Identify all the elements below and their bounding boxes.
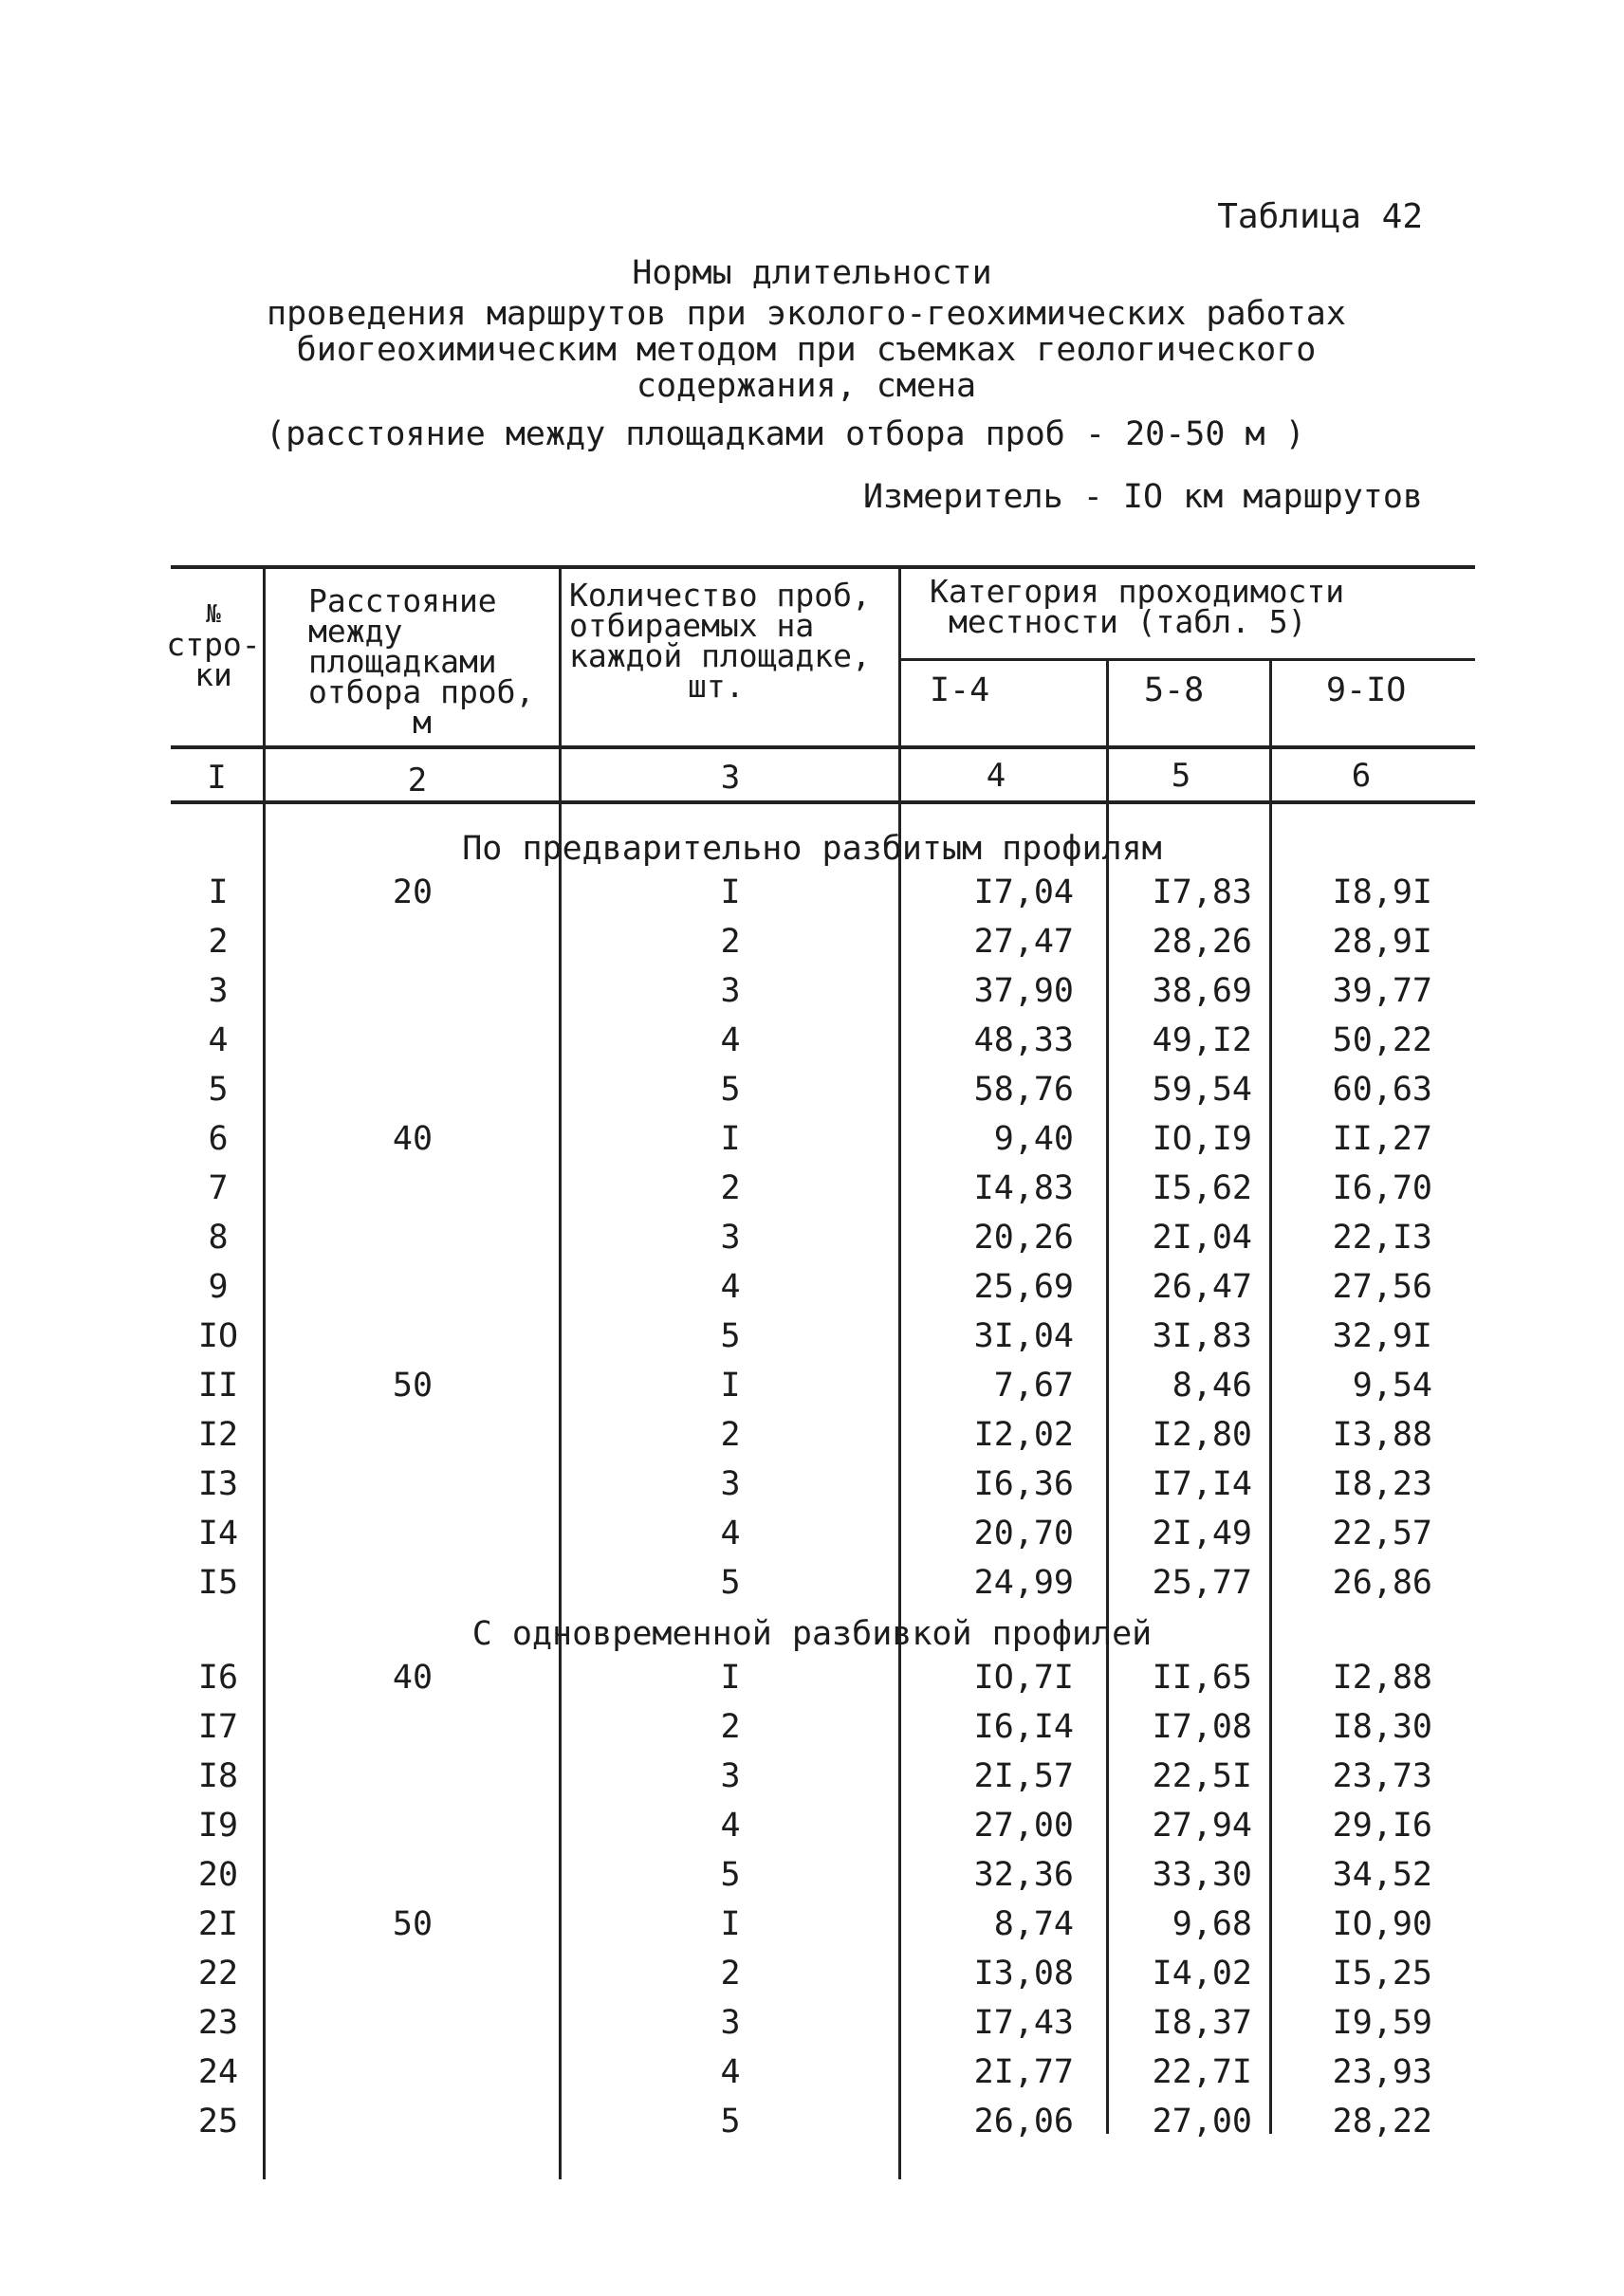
value-cat-9-10: 50,22 (1332, 1021, 1432, 1059)
count-cell: 2 (720, 1708, 741, 1746)
header-line: площадками (308, 643, 497, 680)
count-cell: 3 (720, 1757, 741, 1795)
value-cat-1-4: I4,83 (973, 1169, 1074, 1207)
value-cat-9-10: 32,9I (1332, 1317, 1432, 1355)
row-number-cell: 22 (197, 1955, 239, 1993)
subtitle-line: проведения маршрутов при эколого-геохимических работах (267, 295, 1346, 333)
value-cat-5-8: 2I,49 (1152, 1515, 1252, 1552)
header-line: Количество проб, (569, 577, 871, 614)
distance-cell: 40 (392, 1120, 434, 1158)
row-number-cell: 7 (208, 1169, 229, 1207)
header-line: местности (табл. 5) (949, 603, 1307, 640)
subtitle-line: биогеохимическим методом при съемках геологического (296, 331, 1317, 369)
section-title: По предварительно разбитым профилям (462, 830, 1162, 868)
value-cat-1-4: I6,I4 (973, 1708, 1074, 1746)
value-cat-9-10: I5,25 (1332, 1955, 1432, 1993)
header-sub-3: 9-IO (1326, 671, 1407, 709)
value-cat-9-10: 22,57 (1332, 1515, 1432, 1552)
value-cat-9-10: 29,I6 (1332, 1807, 1432, 1845)
count-cell: 4 (720, 2053, 741, 2091)
row-number-cell: I (208, 873, 229, 911)
header-sub-2: 5-8 (1144, 671, 1205, 709)
category-split-rule (901, 658, 1475, 661)
value-cat-9-10: II,27 (1332, 1120, 1432, 1158)
header-line: стро- (166, 626, 261, 663)
column-number: I (207, 759, 227, 797)
table-top-rule (171, 565, 1475, 569)
header-line: № (206, 600, 221, 629)
section-title: С одновременной разбивкой профилей (471, 1615, 1153, 1653)
count-cell: 2 (720, 1955, 741, 1993)
value-cat-1-4: 48,33 (973, 1021, 1074, 1059)
row-number-cell: 9 (208, 1268, 229, 1306)
value-cat-1-4: 37,90 (973, 972, 1074, 1010)
value-cat-9-10: 39,77 (1332, 972, 1432, 1010)
value-cat-1-4: I2,02 (973, 1416, 1074, 1454)
column-number: 2 (407, 762, 428, 799)
count-cell: 4 (720, 1515, 741, 1552)
value-cat-9-10: 27,56 (1332, 1268, 1432, 1306)
col-divider-5 (1269, 660, 1272, 2134)
count-cell: I (720, 873, 741, 911)
value-cat-1-4: IO,7I (973, 1659, 1074, 1697)
value-cat-5-8: 26,47 (1152, 1268, 1252, 1306)
value-cat-9-10: 28,9I (1332, 923, 1432, 961)
value-cat-1-4: 2I,57 (973, 1757, 1074, 1795)
value-cat-5-8: 25,77 (1152, 1564, 1252, 1602)
count-cell: 3 (720, 972, 741, 1010)
value-cat-1-4: 2I,77 (973, 2053, 1074, 2091)
value-cat-9-10: 28,22 (1332, 2103, 1432, 2140)
row-number-cell: II (197, 1367, 239, 1405)
value-cat-9-10: 9,54 (1352, 1367, 1432, 1405)
count-cell: I (720, 1367, 741, 1405)
row-number-cell: I5 (197, 1564, 239, 1602)
distance-cell: 40 (392, 1659, 434, 1697)
row-number-cell: I3 (197, 1465, 239, 1503)
value-cat-9-10: I2,88 (1332, 1659, 1432, 1697)
value-cat-5-8: 22,5I (1152, 1757, 1252, 1795)
value-cat-5-8: I5,62 (1152, 1169, 1252, 1207)
value-cat-5-8: I7,08 (1152, 1708, 1252, 1746)
row-number-cell: I2 (197, 1416, 239, 1454)
value-cat-5-8: I7,83 (1152, 873, 1252, 911)
value-cat-5-8: IO,I9 (1152, 1120, 1252, 1158)
value-cat-5-8: 3I,83 (1152, 1317, 1252, 1355)
value-cat-9-10: 26,86 (1332, 1564, 1432, 1602)
header-line: Расстояние (308, 582, 497, 619)
value-cat-5-8: I4,02 (1152, 1955, 1252, 1993)
value-cat-1-4: 26,06 (973, 2103, 1074, 2140)
distance-cell: 20 (392, 873, 434, 911)
header-line: м (413, 704, 432, 741)
value-cat-5-8: 22,7I (1152, 2053, 1252, 2091)
value-cat-5-8: I8,37 (1152, 2004, 1252, 2042)
row-number-cell: I4 (197, 1515, 239, 1552)
unit-line: Измеритель - IO км маршрутов (862, 478, 1423, 516)
count-cell: 4 (720, 1021, 741, 1059)
header-line: отбора проб, (308, 673, 535, 710)
count-cell: 3 (720, 1465, 741, 1503)
value-cat-1-4: 20,70 (973, 1515, 1074, 1552)
count-cell: 2 (720, 923, 741, 961)
table-title: Нормы длительности (632, 254, 992, 292)
distance-cell: 50 (392, 1367, 434, 1405)
value-cat-5-8: 28,26 (1152, 923, 1252, 961)
value-cat-5-8: I2,80 (1152, 1416, 1252, 1454)
col-divider-3 (898, 567, 901, 2179)
value-cat-5-8: I7,I4 (1152, 1465, 1252, 1503)
count-cell: I (720, 1659, 741, 1697)
column-number: 6 (1351, 757, 1372, 795)
header-row-no (166, 599, 261, 693)
row-number-cell: 20 (197, 1856, 239, 1894)
column-number: 4 (986, 757, 1006, 795)
row-number-cell: I7 (197, 1708, 239, 1746)
header-line: шт. (688, 668, 745, 705)
header-count (569, 577, 871, 705)
count-cell: 3 (720, 1219, 741, 1257)
row-number-cell: 6 (208, 1120, 229, 1158)
value-cat-1-4: 58,76 (973, 1071, 1074, 1109)
row-number-cell: 2 (208, 923, 229, 961)
value-cat-9-10: I3,88 (1332, 1416, 1432, 1454)
count-cell: 2 (720, 1416, 741, 1454)
row-number-cell: I8 (197, 1757, 239, 1795)
distance-cell: 50 (392, 1905, 434, 1943)
value-cat-1-4: 25,69 (973, 1268, 1074, 1306)
header-line: каждой площадке, (569, 637, 871, 674)
value-cat-1-4: 27,47 (973, 923, 1074, 961)
row-number-cell: 24 (197, 2053, 239, 2091)
column-number: 3 (720, 759, 741, 797)
row-number-cell: 5 (208, 1071, 229, 1109)
count-cell: 5 (720, 2103, 741, 2140)
count-cell: 2 (720, 1169, 741, 1207)
row-number-cell: 4 (208, 1021, 229, 1059)
value-cat-1-4: 9,40 (993, 1120, 1074, 1158)
value-cat-1-4: I7,04 (973, 873, 1074, 911)
value-cat-5-8: 27,00 (1152, 2103, 1252, 2140)
value-cat-5-8: 38,69 (1152, 972, 1252, 1010)
count-cell: I (720, 1120, 741, 1158)
value-cat-5-8: 27,94 (1152, 1807, 1252, 1845)
header-line: между (308, 613, 403, 650)
count-cell: 5 (720, 1071, 741, 1109)
value-cat-9-10: I9,59 (1332, 2004, 1432, 2042)
count-cell: I (720, 1905, 741, 1943)
value-cat-9-10: I8,30 (1332, 1708, 1432, 1746)
count-cell: 4 (720, 1807, 741, 1845)
value-cat-1-4: I3,08 (973, 1955, 1074, 1993)
value-cat-5-8: 9,68 (1172, 1905, 1252, 1943)
header-line: ки (194, 656, 232, 693)
value-cat-9-10: IO,90 (1332, 1905, 1432, 1943)
value-cat-1-4: 27,00 (973, 1807, 1074, 1845)
col-divider-2 (559, 567, 562, 2179)
row-number-cell: 2I (197, 1905, 239, 1943)
column-number: 5 (1171, 757, 1191, 795)
value-cat-9-10: 23,93 (1332, 2053, 1432, 2091)
count-cell: 3 (720, 2004, 741, 2042)
row-number-cell: 8 (208, 1219, 229, 1257)
subtitle-line: содержания, смена (636, 367, 977, 405)
count-cell: 5 (720, 1564, 741, 1602)
row-number-cell: I6 (197, 1659, 239, 1697)
header-bottom-rule (171, 745, 1475, 749)
table-subtitle (256, 296, 1356, 404)
count-cell: 5 (720, 1317, 741, 1355)
value-cat-9-10: I8,23 (1332, 1465, 1432, 1503)
row-number-cell: 25 (197, 2103, 239, 2140)
header-sub-1: I-4 (930, 671, 990, 709)
row-number-cell: I9 (197, 1807, 239, 1845)
value-cat-1-4: I6,36 (973, 1465, 1074, 1503)
value-cat-1-4: I7,43 (973, 2004, 1074, 2042)
value-cat-5-8: II,65 (1152, 1659, 1252, 1697)
row-number-cell: IO (197, 1317, 239, 1355)
header-distance (308, 582, 535, 741)
value-cat-9-10: 22,I3 (1332, 1219, 1432, 1257)
value-cat-1-4: 32,36 (973, 1856, 1074, 1894)
value-cat-5-8: 2I,04 (1152, 1219, 1252, 1257)
header-category (930, 573, 1345, 640)
value-cat-1-4: 7,67 (993, 1367, 1074, 1405)
colnum-bottom-rule (171, 800, 1475, 804)
value-cat-1-4: 20,26 (973, 1219, 1074, 1257)
value-cat-1-4: 3I,04 (973, 1317, 1074, 1355)
row-number-cell: 3 (208, 972, 229, 1010)
value-cat-5-8: 8,46 (1172, 1367, 1252, 1405)
value-cat-9-10: 60,63 (1332, 1071, 1432, 1109)
header-line: отбираемых на (569, 607, 815, 644)
value-cat-9-10: I6,70 (1332, 1169, 1432, 1207)
count-cell: 4 (720, 1268, 741, 1306)
row-number-cell: 23 (197, 2004, 239, 2042)
col-divider-4 (1106, 660, 1109, 2134)
distance-note: (расстояние между площадками отбора проб - 20-50 м ) (266, 415, 1305, 453)
table-number: Таблица 42 (1217, 197, 1423, 236)
value-cat-9-10: I8,9I (1332, 873, 1432, 911)
value-cat-5-8: 33,30 (1152, 1856, 1252, 1894)
header-line: Категория проходимости (930, 573, 1345, 610)
value-cat-1-4: 8,74 (993, 1905, 1074, 1943)
value-cat-9-10: 34,52 (1332, 1856, 1432, 1894)
count-cell: 5 (720, 1856, 741, 1894)
value-cat-1-4: 24,99 (973, 1564, 1074, 1602)
value-cat-5-8: 59,54 (1152, 1071, 1252, 1109)
value-cat-5-8: 49,I2 (1152, 1021, 1252, 1059)
value-cat-9-10: 23,73 (1332, 1757, 1432, 1795)
